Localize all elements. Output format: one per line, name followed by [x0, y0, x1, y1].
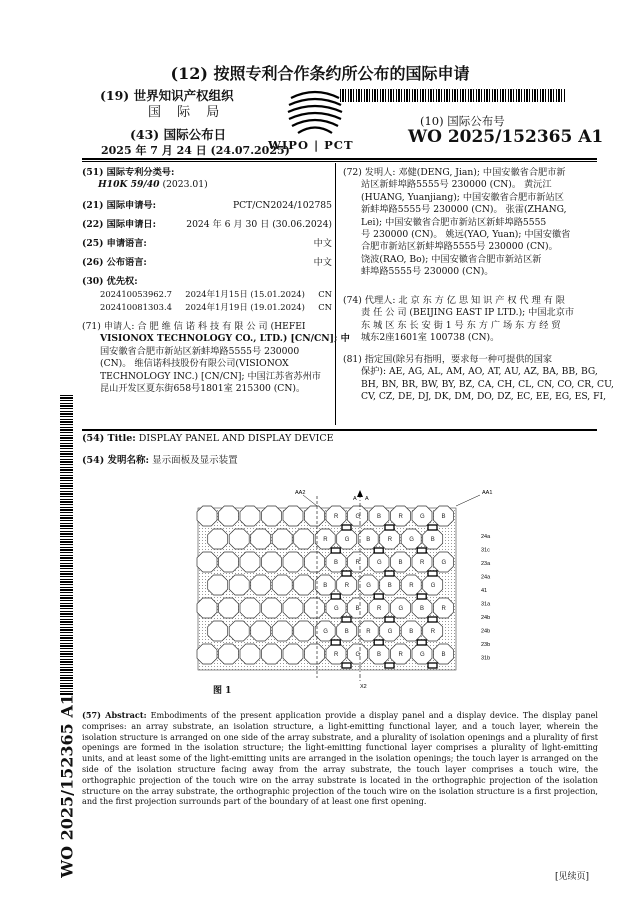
pixel-letter: R: [398, 652, 403, 658]
abstract-label: (57) Abstract:: [82, 710, 147, 720]
figure-label-side: 31a: [481, 601, 491, 608]
inventor-line: Lei); 中国安徽省合肥市新站区新蚌埠路5555: [361, 216, 547, 228]
isolation-opening: [208, 621, 228, 641]
pixel-letter: G: [344, 537, 350, 543]
touch-opening: [374, 548, 383, 553]
patent-figure: [195, 488, 495, 693]
pixel-letter: R: [420, 560, 425, 566]
pixel-letter: G: [409, 537, 414, 543]
inventor-line: 新蚌埠路5555号 230000 (CN)。 张雷(ZHANG,: [361, 204, 567, 216]
inventor-line: 蚌埠路5555号 230000 (CN)。: [361, 266, 494, 278]
title-cn-value: 显示面板及显示装置: [152, 455, 238, 466]
figure-label-side: 31c: [481, 547, 490, 554]
pixel-letter: B: [377, 514, 382, 520]
inventor-line: (HUANG, Yuanjiang); 中国安徽省合肥市新站区: [361, 191, 564, 203]
isolation-opening: [283, 644, 303, 664]
isolation-opening: [272, 575, 292, 595]
pixel-letter: R: [323, 537, 328, 543]
filing-lang-value: 中文: [313, 238, 332, 249]
inventor-line: 站区新蚌埠路5555号 230000 (CN)。 黄沅江: [361, 179, 552, 191]
applicant-field: [82, 321, 350, 395]
designated-states-field: [343, 354, 614, 404]
applicant-line: 国安徽省合肥市新站区新蚌埠路5555号 230000: [100, 345, 300, 357]
pixel-letter: R: [398, 514, 403, 520]
priority-date: 2024年1月15日 (15.01.2024): [185, 289, 305, 300]
wipo-globe-logo-icon: [285, 88, 345, 136]
isolation-opening: [197, 506, 217, 526]
pixel-letter: R: [377, 606, 382, 612]
isolation-opening: [262, 506, 282, 526]
document-title: (12) 按照专利合作条约所公布的国际申请: [170, 64, 470, 83]
applicant-line: 昆山开发区夏东街658号1801室 215300 (CN)。: [100, 383, 306, 395]
priority-no: 202410081303.4: [100, 301, 172, 312]
isolation-opening: [208, 529, 228, 549]
touch-opening: [385, 525, 394, 530]
barcode-side: [60, 395, 73, 695]
figure-label-bottom: X2: [360, 684, 367, 690]
pixel-letter: B: [355, 606, 360, 612]
ipc-label: (51) 国际专利分类号:: [82, 167, 175, 178]
isolation-opening: [197, 644, 217, 664]
isolation-opening: [251, 529, 271, 549]
inventor-field: [343, 167, 597, 279]
touch-opening: [385, 571, 394, 576]
isolation-opening: [305, 644, 325, 664]
touch-opening: [331, 594, 340, 599]
designated-line: BH, BN, BR, BW, BY, BZ, CA, CH, CL, CN, CO, CR, CU,: [361, 378, 614, 390]
applicant-line: TECHNOLOGY INC.) [CN/CN]; 中国江苏省苏州市: [100, 370, 321, 382]
agent-line: 责 任 公 司 (BEIJING EAST IP LTD.); 中国北京市: [361, 307, 575, 319]
pixel-letter: R: [366, 629, 371, 635]
filing-date-field: [82, 219, 332, 231]
isolation-opening: [197, 552, 217, 572]
touch-opening: [417, 640, 426, 645]
isolation-opening: [229, 529, 249, 549]
designated-line: CV, CZ, DE, DJ, DK, DM, DO, DZ, EC, EE, EG, ES, FI,: [361, 391, 607, 403]
inventor-line: 号 230000 (CN)。 姚远(YAO, Yuan); 中国安徽省: [361, 229, 571, 241]
isolation-opening: [283, 598, 303, 618]
isolation-opening: [251, 575, 271, 595]
pixel-letter: B: [323, 583, 328, 589]
pixel-letter: B: [377, 652, 382, 658]
touch-opening: [342, 571, 351, 576]
touch-opening: [385, 663, 394, 668]
pixel-letter: G: [377, 560, 382, 566]
ipc-value: [82, 179, 332, 191]
isolation-opening: [240, 552, 260, 572]
pixel-letter: B: [441, 514, 446, 520]
priority-label: (30) 优先权:: [82, 276, 138, 287]
touch-opening: [374, 594, 383, 599]
app-no-value: PCT/CN2024/102785: [232, 200, 332, 211]
pub-lang-field: [82, 257, 332, 269]
isolation-opening: [294, 529, 314, 549]
pixel-letter: G: [420, 514, 425, 520]
isolation-opening: [305, 506, 325, 526]
designated-line: 保护): AE, AG, AL, AM, AO, AT, AU, AZ, BA, BB, BG,: [361, 366, 598, 378]
pixel-letter: B: [344, 629, 349, 635]
isolation-opening: [219, 552, 239, 572]
figure-label-top: A: [365, 496, 369, 502]
isolation-opening: [294, 575, 314, 595]
divider: [82, 158, 597, 160]
isolation-opening: [294, 621, 314, 641]
figure-label-side: 31b: [481, 655, 491, 662]
inventor-line: (72) 发明人: 邓健(DENG, Jian); 中国安徽省合肥市新: [343, 167, 566, 178]
touch-opening: [428, 663, 437, 668]
pixel-letter: R: [430, 629, 436, 635]
pub-lang-label: (26) 公布语言:: [82, 257, 147, 268]
filing-date-value: 2024 年 6 月 30 日 (30.06.2024): [186, 219, 332, 230]
figure-label-top: AA2: [295, 490, 306, 496]
agent-line: 城东2座1601室 100738 (CN)。: [361, 332, 500, 344]
pixel-letter: R: [387, 537, 393, 543]
isolation-opening: [283, 552, 303, 572]
figure-label-side: 41: [481, 588, 488, 594]
pixel-letter: G: [430, 583, 436, 589]
column-divider: [335, 163, 336, 425]
figure-label-top: A: [353, 496, 357, 502]
barcode-top: [340, 89, 566, 102]
touch-opening: [417, 594, 426, 599]
pixel-letter: B: [387, 583, 392, 589]
isolation-opening: [240, 506, 260, 526]
pixel-letter: G: [420, 652, 425, 658]
pixel-letter: R: [355, 560, 360, 566]
touch-opening: [331, 640, 340, 645]
ipc-code: H10K 59/40: [98, 179, 160, 191]
pixel-letter: G: [387, 629, 393, 635]
isolation-opening: [305, 552, 325, 572]
touch-opening: [428, 617, 437, 622]
arrow-up-icon: [357, 490, 363, 497]
pixel-letter: R: [334, 514, 339, 520]
touch-opening: [342, 525, 351, 530]
pixel-letter: G: [366, 583, 371, 589]
organization-name: (19) 世界知识产权组织: [100, 88, 234, 103]
agent-line: (74) 代理人: 北 京 东 方 亿 思 知 识 产 权 代 理 有 限: [343, 295, 565, 306]
pub-lang-value: 中文: [313, 257, 332, 268]
app-no-label: (21) 国际申请号:: [82, 200, 157, 211]
priority-field: [82, 276, 332, 313]
ipc-field: [82, 167, 332, 192]
isolation-opening: [262, 644, 282, 664]
isolation-opening: [305, 598, 325, 618]
pixel-letter: R: [409, 583, 414, 589]
figure-label-side: 23a: [481, 561, 491, 567]
side-pub-no-text: WO 2025/152365 A1: [57, 694, 77, 878]
isolation-opening: [262, 598, 282, 618]
figure-label-side: 24b: [481, 628, 491, 635]
isolation-opening: [219, 506, 239, 526]
pixel-letter: B: [420, 606, 425, 612]
isolation-opening: [219, 598, 239, 618]
app-no-field: [82, 200, 332, 212]
figure-label-side: 23b: [481, 642, 491, 648]
title-en: [82, 433, 334, 444]
isolation-opening: [240, 598, 260, 618]
agent-field: [343, 295, 597, 345]
wipo-pct-logo-text: WIPO | PCT: [268, 138, 354, 152]
pixel-letter: G: [355, 514, 361, 520]
applicant-line: VISIONOX TECHNOLOGY CO., LTD.) [CN/CN]; 中: [100, 333, 350, 345]
touch-opening: [331, 548, 340, 553]
inventor-line: 饶波(RAO, Bo); 中国安徽省合肥市新站区新: [361, 253, 542, 265]
continuation-note: [见续页]: [555, 872, 590, 882]
title-en-value: DISPLAY PANEL AND DISPLAY DEVICE: [138, 433, 334, 444]
abstract: [82, 710, 598, 807]
inventor-line: 合肥市新站区新蚌埠路5555号 230000 (CN)。: [361, 241, 558, 253]
ipc-date: (2023.01): [162, 179, 208, 191]
abstract-text: Embodiments of the present application provide a display panel and a display device. The display panel comprises: an array substrate, an isolation structure, a light-emitting functional layer, and a touch layer, wherein the isolation structure is arranged on one side of the array substrate, and a plurality of isolation openings and a plurality of first openings are formed in the isolation structure; the light-emitting functional layer comprises a plurality of light-emitting units, and at least some of the light-emitting units are arranged in the isolation openings; the touch layer is arranged on the side of the isolation structure facing away from the array substrate, the touch layer comprises a touch wire, the orthographic projection of the touch wire on the array substrate is located in the orthographic projection of the isolation structure on the array substrate, the orthographic projection of the touch wire on the isolation structure is a first projection, and the first projection surrounds part of the boundary of at least one first opening.: [82, 710, 598, 807]
pixel-letter: B: [334, 560, 339, 566]
title-cn: [82, 452, 238, 466]
pub-date-label: (43) 国际公布日: [130, 127, 227, 142]
priority-date: 2024年1月19日 (19.01.2024): [185, 301, 305, 312]
isolation-opening: [229, 621, 249, 641]
touch-opening: [417, 548, 426, 553]
pixel-letter: R: [441, 606, 446, 612]
isolation-opening: [208, 575, 228, 595]
touch-opening: [342, 663, 351, 668]
pixel-letter: G: [334, 606, 339, 612]
pixel-letter: R: [334, 652, 339, 658]
pub-date-value: 2025 年 7 月 24 日 (24.07.2025): [101, 144, 290, 157]
priority-cc: CN: [318, 301, 332, 312]
isolation-opening: [272, 529, 292, 549]
divider: [82, 161, 597, 162]
pixel-letter: G: [441, 560, 447, 566]
touch-opening: [428, 525, 437, 530]
filing-lang-field: [82, 238, 332, 250]
isolation-opening: [251, 621, 271, 641]
touch-opening: [374, 640, 383, 645]
pixel-letter: B: [409, 629, 414, 635]
designated-line: (81) 指定国(除另有指明，要求每一种可提供的国家: [343, 354, 553, 365]
side-pub-no: [57, 694, 77, 878]
figure-caption: 图 1: [213, 686, 232, 696]
pixel-letter: G: [398, 606, 404, 612]
touch-opening: [385, 617, 394, 622]
figure-label-top: AA1: [482, 490, 493, 496]
pixel-letter: B: [366, 537, 371, 543]
agent-line: 东 城 区 东 长 安 街 1 号 东 方 广 场 东 方 经 贸: [361, 319, 561, 331]
filing-date-label: (22) 国际申请日:: [82, 219, 157, 230]
touch-opening: [342, 617, 351, 622]
isolation-opening: [219, 644, 239, 664]
isolation-opening: [272, 621, 292, 641]
figure-label-side: 24a: [481, 574, 491, 581]
priority-cc: CN: [318, 289, 332, 300]
isolation-opening: [229, 575, 249, 595]
touch-opening: [428, 571, 437, 576]
pixel-letter: G: [323, 629, 328, 635]
isolation-opening: [262, 552, 282, 572]
divider: [82, 429, 597, 431]
pixel-letter: B: [398, 560, 403, 566]
filing-lang-label: (25) 申请语言:: [82, 238, 147, 249]
pixel-letter: R: [344, 583, 350, 589]
pixel-letter: B: [441, 652, 446, 658]
figure-label-side: 24a: [481, 534, 491, 540]
isolation-opening: [197, 598, 217, 618]
office-name: 国 际 局: [148, 105, 226, 120]
priority-row: [82, 301, 332, 313]
title-cn-label: (54) 发明名称:: [82, 455, 150, 466]
figure-label-side: 24b: [481, 615, 491, 621]
pixel-letter: B: [430, 537, 435, 543]
pixel-letter: G: [355, 652, 361, 658]
applicant-line: (71) 申请人: 合 肥 维 信 诺 科 技 有 限 公 司 (HEFEI: [82, 321, 306, 332]
isolation-opening: [283, 506, 303, 526]
title-en-label: (54) Title:: [82, 433, 136, 444]
isolation-opening: [240, 644, 260, 664]
pub-no-value: WO 2025/152365 A1: [408, 127, 604, 147]
applicant-line: (CN)。 维信诺科技股份有限公司(VISIONOX: [100, 358, 289, 370]
priority-row: [82, 288, 332, 300]
pub-no-label: (10) 国际公布号: [420, 114, 505, 128]
priority-no: 202410053962.7: [100, 289, 172, 300]
